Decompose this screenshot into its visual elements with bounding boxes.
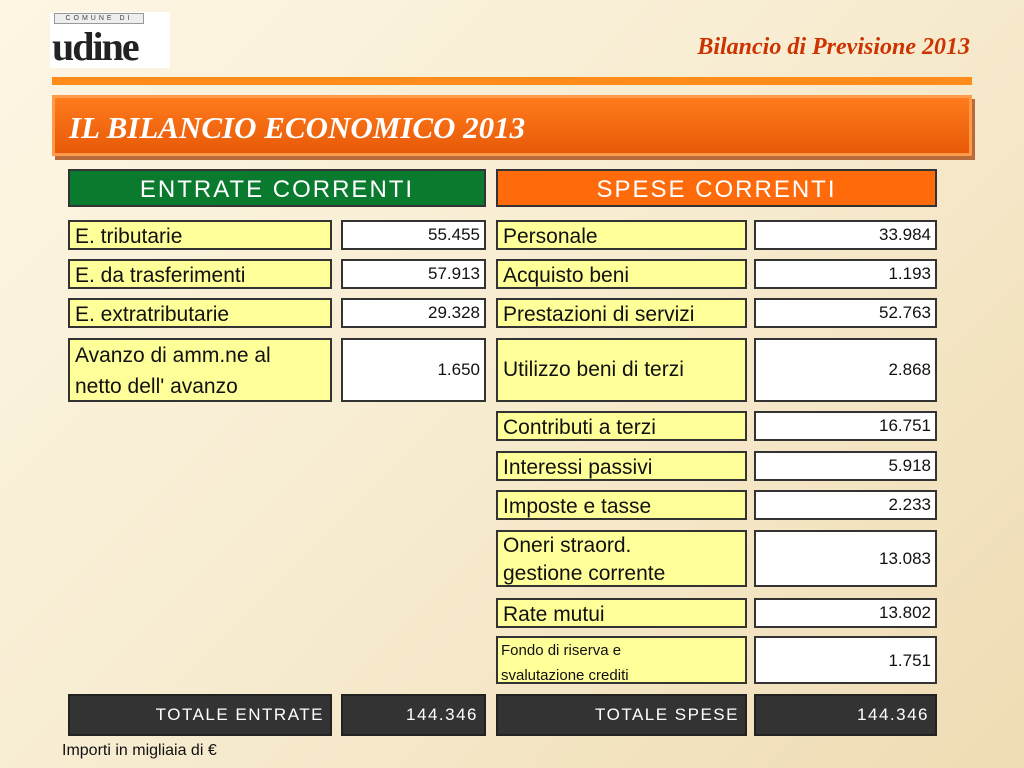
entrate-value: 55.455 xyxy=(341,220,486,250)
spese-value: 52.763 xyxy=(754,298,937,328)
entrate-value: 1.650 xyxy=(341,338,486,402)
entrate-value: 57.913 xyxy=(341,259,486,289)
section-banner xyxy=(52,95,972,156)
totale-entrate-value: 144.346 xyxy=(341,694,486,736)
spese-label: Contributi a terzi xyxy=(496,411,747,441)
spese-label: Interessi passivi xyxy=(496,451,747,481)
logo-top-text: COMUNE DI xyxy=(54,13,144,24)
spese-value: 13.802 xyxy=(754,598,937,628)
label-line: gestione corrente xyxy=(503,562,666,585)
header-divider xyxy=(52,77,972,85)
label-line: Fondo di riserva e xyxy=(501,642,622,659)
spese-label-multiline xyxy=(496,530,747,587)
totale-spese-label: TOTALE SPESE xyxy=(496,694,747,736)
entrate-label: E. tributarie xyxy=(68,220,332,250)
spese-heading: SPESE CORRENTI xyxy=(496,169,937,207)
spese-value: 2.868 xyxy=(754,338,937,402)
spese-value: 33.984 xyxy=(754,220,937,250)
spese-value: 16.751 xyxy=(754,411,937,441)
spese-value: 13.083 xyxy=(754,530,937,587)
banner-title: IL BILANCIO ECONOMICO 2013 xyxy=(69,110,526,145)
spese-label: Utilizzo beni di terzi xyxy=(496,338,747,402)
entrate-label-multiline xyxy=(68,338,332,402)
spese-label-multiline xyxy=(496,636,747,684)
footnote: Importi in migliaia di € xyxy=(62,742,217,759)
spese-label: Rate mutui xyxy=(496,598,747,628)
totale-spese-value: 144.346 xyxy=(754,694,937,736)
logo-word: udine xyxy=(52,24,138,69)
spese-value: 2.233 xyxy=(754,490,937,520)
spese-label: Personale xyxy=(496,220,747,250)
label-line: Oneri straord. xyxy=(503,534,632,557)
spese-value: 5.918 xyxy=(754,451,937,481)
label-line: svalutazione crediti xyxy=(501,667,629,684)
spese-label: Imposte e tasse xyxy=(496,490,747,520)
page-header-title: Bilancio di Previsione 2013 xyxy=(697,34,970,60)
entrate-label: E. extratributarie xyxy=(68,298,332,328)
entrate-label: E. da trasferimenti xyxy=(68,259,332,289)
label-line: Avanzo di amm.ne al xyxy=(75,344,271,367)
label-line: netto dell' avanzo xyxy=(75,375,238,398)
spese-value: 1.751 xyxy=(754,636,937,684)
comune-logo xyxy=(50,12,170,68)
totale-entrate-label: TOTALE ENTRATE xyxy=(68,694,332,736)
spese-label: Acquisto beni xyxy=(496,259,747,289)
spese-label: Prestazioni di servizi xyxy=(496,298,747,328)
entrate-heading: ENTRATE CORRENTI xyxy=(68,169,486,207)
spese-value: 1.193 xyxy=(754,259,937,289)
entrate-value: 29.328 xyxy=(341,298,486,328)
